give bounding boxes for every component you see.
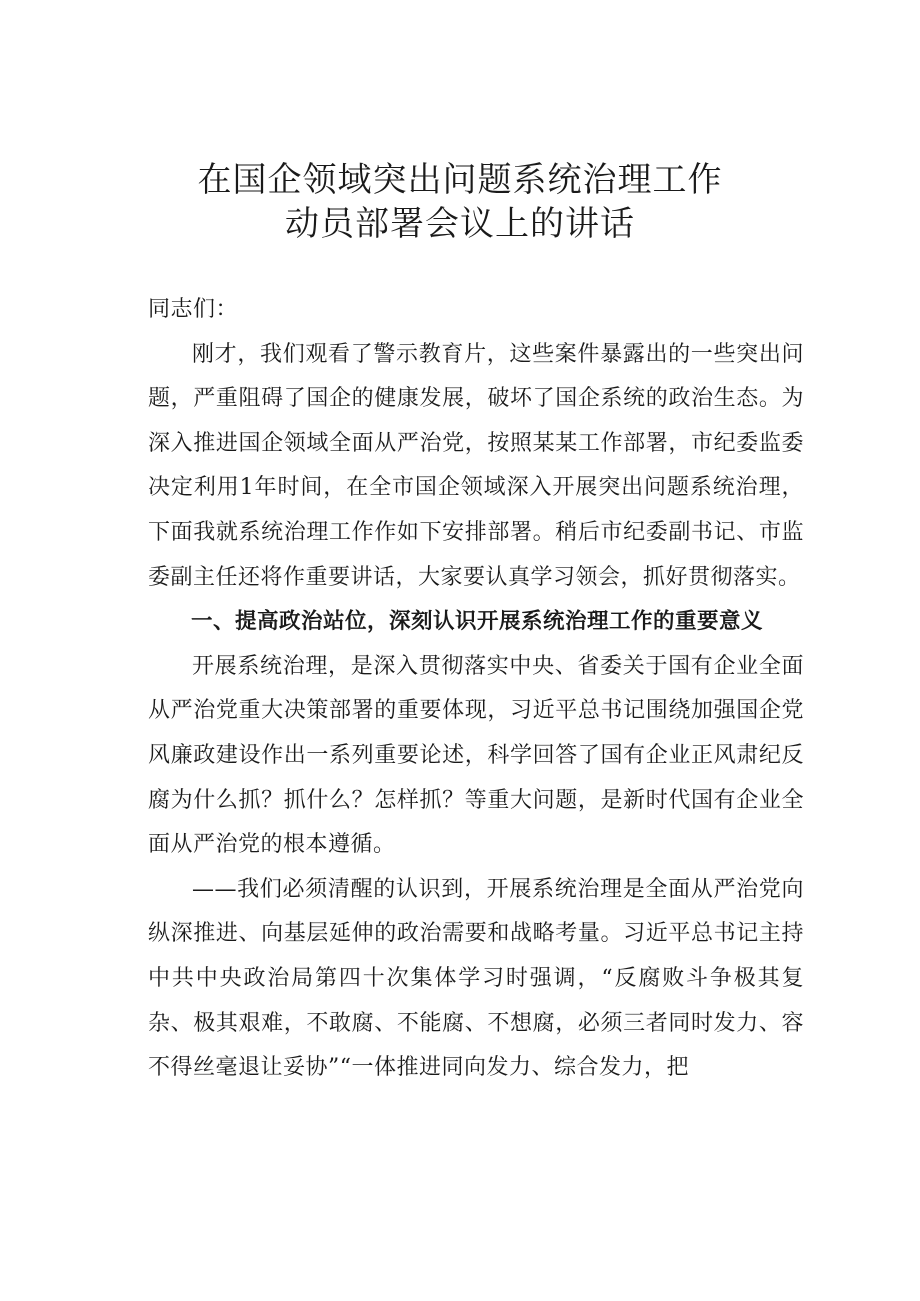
document-body — [148, 288, 804, 1091]
document-title-line-2: 动员部署会议上的讲话 — [285, 204, 635, 244]
salutation: 同志们： — [148, 297, 239, 322]
section-heading-1: 一、提高政治站位，深刻认识开展系统治理工作的重要意义 — [191, 609, 764, 635]
paragraph-section1-1: 开展系统治理，是深入贯彻落实中央、省委关于国有企业全面从严治党重大决策部署的重要体现，习近平总书记围绕加强国企党风廉政建设作出一系列重要论述，科学回答了国有企业正风肃纪反腐为什么抓？抓什么？怎样抓？等重大问题，是新时代国有企业全面从严治党的根本遵循。 — [148, 653, 804, 858]
document-title-line-1: 在国企领域突出问题系统治理工作 — [197, 160, 723, 200]
paragraph-section1-2: ——我们必须清醒的认识到，开展系统治理是全面从严治党向纵深推进、向基层延伸的政治需要和战略考量。习近平总书记主持中共中央政治局第四十次集体学习时强调，“反腐败斗争极其复杂、极其艰难，不敢腐、不能腐、不想腐，必须三者同时发力、容不得丝毫退让妥协”“一体推进同向发力、综合发力，把 — [148, 876, 804, 1081]
paragraph-intro: 刚才，我们观看了警示教育片，这些案件暴露出的一些突出问题，严重阻碍了国企的健康发展，破坏了国企系统的政治生态。为深入推进国企领域全面从严治党，按照某某工作部署，市纪委监委决定利用1年时间，在全市国企领域深入开展突出问题系统治理，下面我就系统治理工作作如下安排部署。稍后市纪委副书记、市监委副主任还将作重要讲话，大家要认真学习领会，抓好贯彻落实。 — [148, 341, 804, 590]
